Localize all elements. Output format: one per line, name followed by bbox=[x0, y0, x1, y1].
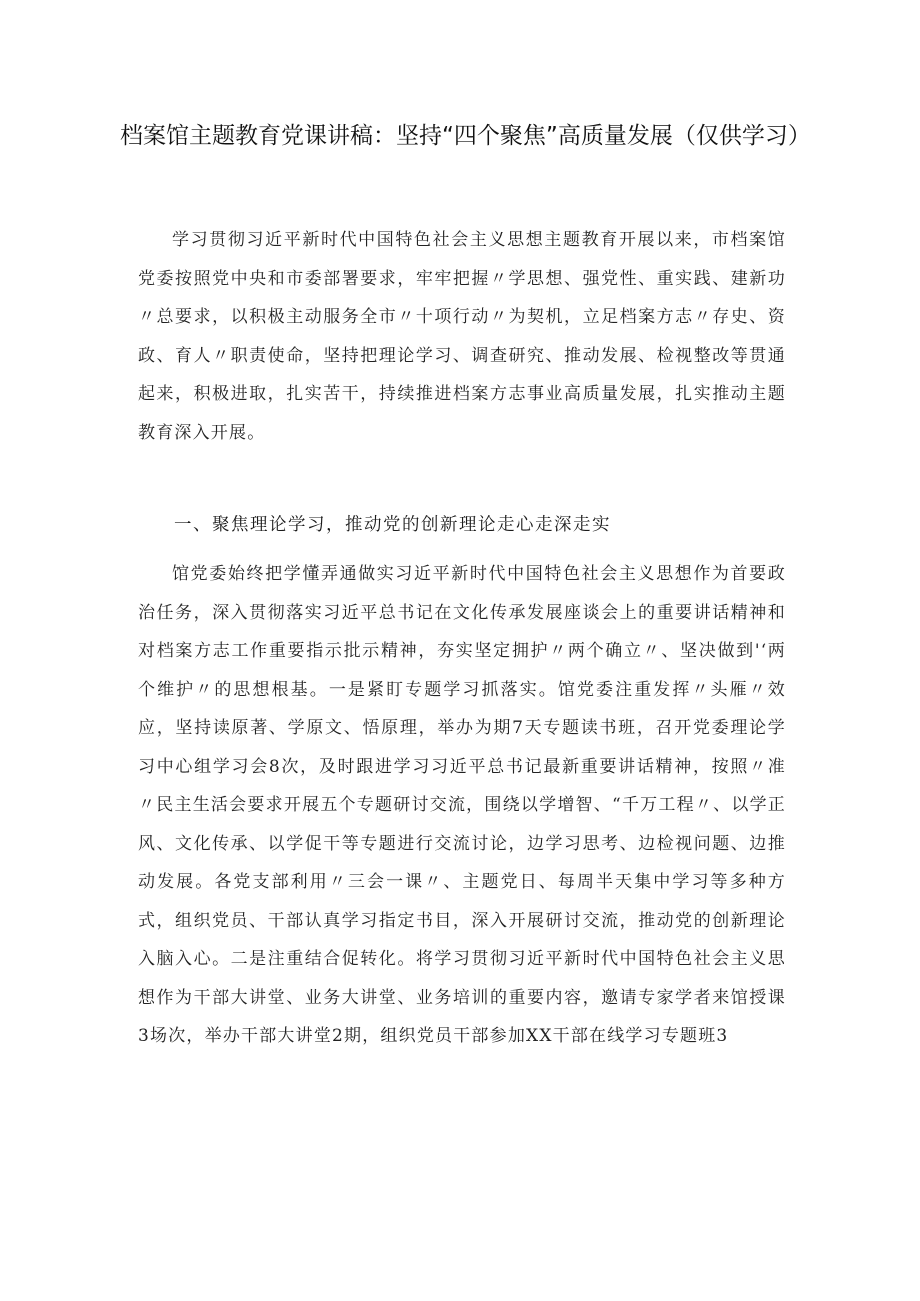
section-paragraph: 馆党委始终把学懂弄通做实习近平新时代中国特色社会主义思想作为首要政治任务，深入贯彻落实习近平总书记在文化传承发展座谈会上的重要讲话精神和对档案方志工作重要指示批示精神，夯实坚定拥护〃两个确立〃、坚决做到'‘两个维护〃的思想根基。一是紧盯专题学习抓落实。馆党委注重发挥〃头雁〃效应，坚持读原著、学原文、悟原理，举办为期7天专题读书班，召开党委理论学习中心组学习会8次，及时跟进学习习近平总书记最新重要讲话精神，按照〃准〃民主生活会要求开展五个专题研讨交流，围绕以学增智、“千万工程〃、以学正风、文化传承、以学促干等专题进行交流讨论，边学习思考、边检视问题、边推动发展。各党支部利用〃三会一课〃、主题党日、每周半天集中学习等多种方式，组织党员、干部认真学习指定书目，深入开展研讨交流，推动党的创新理论入脑入心。二是注重结合促转化。将学习贯彻习近平新时代中国特色社会主义思想作为干部大讲堂、业务大讲堂、业务培训的重要内容，邀请专家学者来馆授课3场次，举办干部大讲堂2期，组织党员干部参加XX干部在线学习专题班3 bbox=[138, 564, 786, 1046]
intro-paragraph: 学习贯彻习近平新时代中国特色社会主义思想主题教育开展以来，市档案馆党委按照党中央和市委部署要求，牢牢把握〃学思想、强党性、重实践、建新功〃总要求，以积极主动服务全市〃十项行动〃为契机，立足档案方志〃存史、资政、育人〃职责使命，坚持把理论学习、调查研究、推动发展、检视整改等贯通起来，积极进取，扎实苦干，持续推进档案方志事业高质量发展，扎实推动主题教育深入开展。 bbox=[138, 230, 786, 443]
document-title: 档案馆主题教育党课讲稿：坚持“四个聚焦”高质量发展（仅供学习） bbox=[120, 123, 811, 149]
section-heading: 一、聚焦理论学习，推动党的创新理论走心走深走实 bbox=[174, 515, 611, 535]
